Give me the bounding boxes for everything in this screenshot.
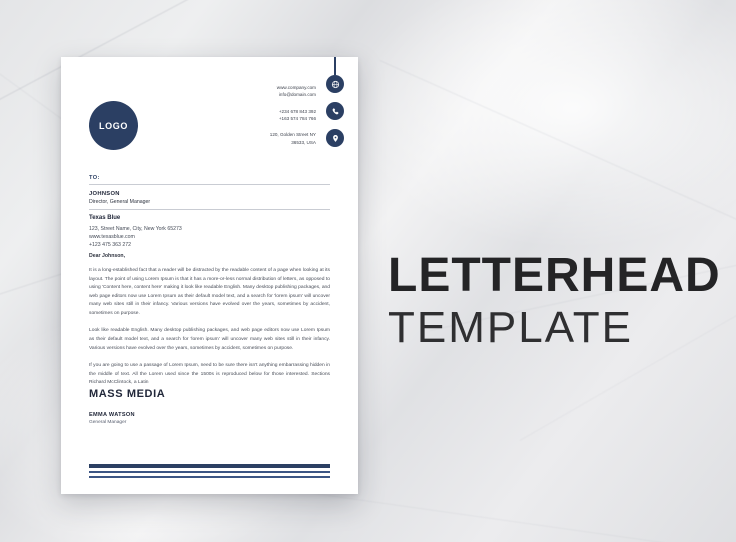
body-paragraph: It is a long-established fact that a reader will be distracted by the readable content of a page when looking at its layout. The point of using Lorem Ipsum is that it has a more-or-less normal distribution of letters, as opposed to using 'Content here, content here' making it look like readable English. Many desktop publishing packages, and web page editors now use Lorem Ipsum as their default model text, and a search for 'lorem ipsum' will uncover many web sites still in their infancy. Various versions have evolved over the years, sometimes by accident, sometimes on purpose. xyxy=(89,268,330,316)
divider-rule xyxy=(89,209,330,210)
contact-web-group xyxy=(196,84,316,98)
recipient-block xyxy=(89,190,150,206)
company-website: www.texasblue.com xyxy=(89,233,135,240)
logo-text: LOGO xyxy=(99,120,128,131)
contact-address-group xyxy=(196,131,316,145)
recipient-name: JOHNSON xyxy=(89,191,120,197)
recipient-label: TO: xyxy=(89,175,100,181)
divider-rule xyxy=(89,184,330,185)
contact-badge-column xyxy=(324,57,346,156)
poster-title-main: LETTERHEAD xyxy=(388,249,721,302)
signature-block xyxy=(89,388,165,425)
letterhead-page xyxy=(61,57,358,494)
company-address: 123, Street Name, City, New York 65273 xyxy=(89,225,182,232)
poster-title-sub: TEMPLATE xyxy=(388,303,634,352)
phone-icon xyxy=(326,102,344,120)
salutation: Dear Johnson, xyxy=(89,253,126,259)
poster-title-block xyxy=(388,249,721,352)
contact-address-line-1: 120, Golden Street NY xyxy=(269,132,316,138)
marble-vein xyxy=(380,60,736,236)
contact-phone-2: +163 574 784 766 xyxy=(278,116,316,122)
location-pin-icon xyxy=(326,129,344,147)
company-name: Texas Blue xyxy=(89,215,121,221)
body-paragraph: Look like readable English. Many desktop publishing packages, and web page editors now use Lorem Ipsum as their default model text, and a search for 'lorem ipsum' will uncover many web sites still in their infancy. Various versions have evolved over the years, sometimes by accident, sometimes on purpose. xyxy=(89,328,330,351)
body-paragraph: If you are going to use a passage of Lorem Ipsum, need to be sure there isn't anything embarrassing hidden in the middle of text. All the Lorem used since the 1500s is reproduced below for those interested. Sections Richard McClintock, a Latin xyxy=(89,363,330,386)
contact-details xyxy=(196,84,316,155)
brand-name: MASS MEDIA xyxy=(89,388,166,400)
company-logo xyxy=(89,101,138,150)
contact-email: info@domain.com xyxy=(278,92,316,98)
letter-body xyxy=(89,267,330,397)
signatory-name: EMMA WATSON xyxy=(89,412,135,418)
footer-bar-thin xyxy=(89,471,330,473)
company-block xyxy=(89,214,182,250)
contact-phone-1: +234 678 843 392 xyxy=(278,109,316,115)
contact-address-line-2: 36533, USA xyxy=(291,139,316,145)
footer-bar-thin xyxy=(89,476,330,478)
contact-phone-group xyxy=(196,108,316,122)
recipient-role: Director, General Manager xyxy=(89,198,151,205)
globe-icon xyxy=(326,75,344,93)
signatory-title: General Manager xyxy=(89,420,127,425)
badge-stem xyxy=(334,57,336,75)
footer-bars xyxy=(89,464,330,478)
footer-bar-thick xyxy=(89,464,330,468)
contact-website: www.company.com xyxy=(276,85,316,90)
company-phone: +123 475 363 272 xyxy=(89,242,131,249)
